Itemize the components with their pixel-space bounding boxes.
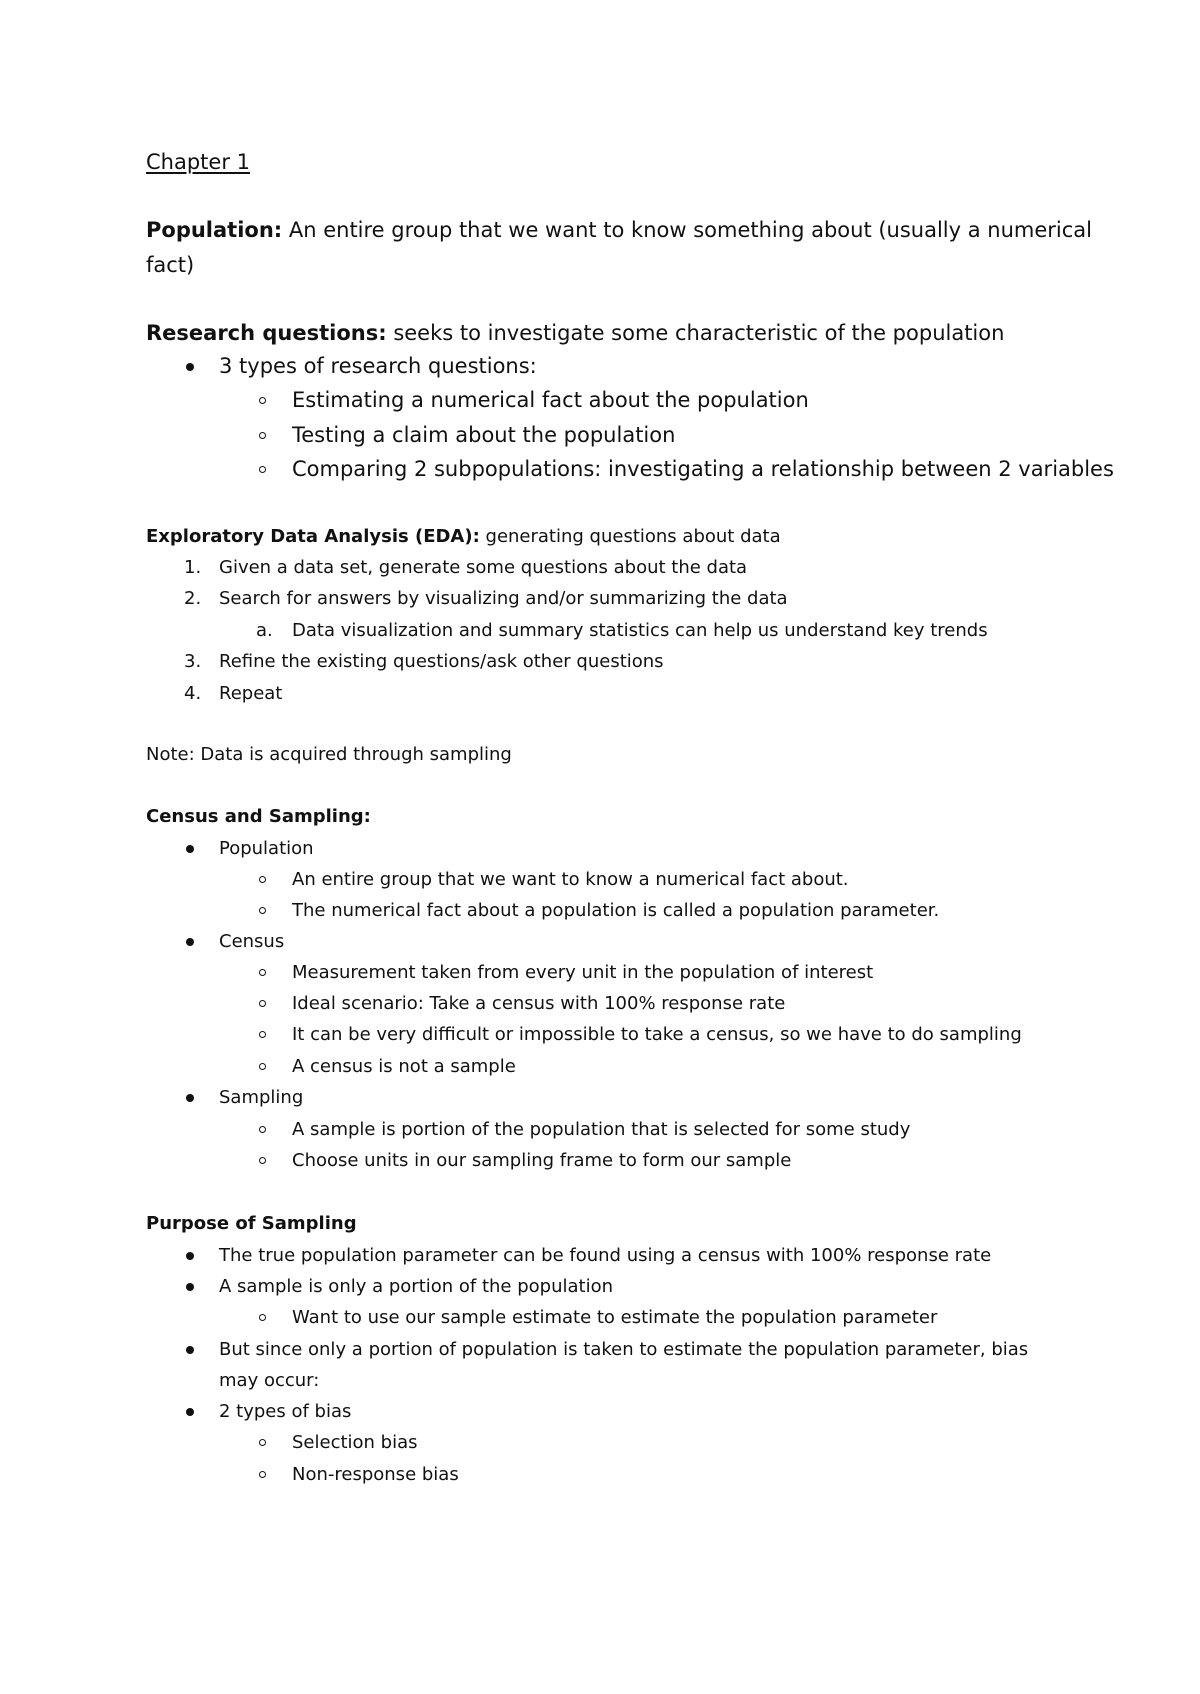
census-item: Measurement taken from every unit in the population of interest [292,962,874,983]
research-questions-definition [146,323,1004,344]
bullet-ring-icon [259,969,266,976]
eda-step: Search for answers by visualizing and/or summarizing the data [219,588,788,609]
research-question-item: Comparing 2 subpopulations: investigating a relationship between 2 variables [292,457,1114,481]
chapter-title: Chapter 1 [146,150,250,174]
bullet-ring-icon [259,466,266,473]
census-item: Ideal scenario: Take a census with 100% response rate [292,993,786,1014]
bias-type: Selection bias [292,1432,418,1453]
research-question-item: Estimating a numerical fact about the population [292,388,809,412]
bullet-ring-icon [259,1314,266,1321]
research-questions-bullet: 3 types of research questions: [219,354,537,378]
population-definition-continued: fact) [146,253,195,277]
research-question-item: Testing a claim about the population [292,423,676,447]
population-item: The numerical fact about a population is called a population parameter. [292,900,940,921]
list-letter: a. [256,620,273,641]
population-term: Population: [146,218,283,242]
bullet-dot-icon [186,1094,194,1102]
census-label: Census [219,931,285,952]
census-item: A census is not a sample [292,1056,516,1077]
bullet-ring-icon [259,1031,266,1038]
purpose-item: The true population parameter can be found using a census with 100% response rate [219,1245,992,1266]
purpose-item: 2 types of bias [219,1401,352,1422]
bullet-ring-icon [259,1439,266,1446]
sampling-item: A sample is portion of the population that is selected for some study [292,1119,911,1140]
research-questions-term: Research questions: [146,321,387,345]
bullet-ring-icon [259,1471,266,1478]
bullet-dot-icon [186,1283,194,1291]
list-number: 3. [184,651,202,672]
purpose-heading: Purpose of Sampling [146,1213,357,1234]
eda-definition-text: generating questions about data [479,526,781,547]
bias-type: Non-response bias [292,1464,459,1485]
purpose-item-continued: may occur: [219,1370,320,1391]
bullet-ring-icon [259,1000,266,1007]
list-number: 1. [184,557,202,578]
eda-step: Refine the existing questions/ask other questions [219,651,664,672]
population-definition [146,220,1092,241]
sampling-item: Choose units in our sampling frame to form our sample [292,1150,792,1171]
bullet-ring-icon [259,397,266,404]
research-questions-text: seeks to investigate some characteristic of the population [386,321,1005,345]
bullet-ring-icon [259,1157,266,1164]
bullet-dot-icon [186,1346,194,1354]
bullet-ring-icon [259,1126,266,1133]
bullet-ring-icon [259,907,266,914]
purpose-item: But since only a portion of population is taken to estimate the population parameter, bias [219,1339,1029,1360]
eda-step: Repeat [219,683,283,704]
census-item: It can be very difficult or impossible to take a census, so we have to do sampling [292,1024,1022,1045]
census-population-label: Population [219,838,314,859]
population-definition-text: An entire group that we want to know something about (usually a numerical [282,218,1092,242]
bullet-ring-icon [259,432,266,439]
sampling-label: Sampling [219,1087,304,1108]
purpose-item: A sample is only a portion of the population [219,1276,614,1297]
bullet-dot-icon [186,1252,194,1260]
bullet-ring-icon [259,1063,266,1070]
eda-step: Given a data set, generate some questions about the data [219,557,748,578]
list-number: 4. [184,683,202,704]
census-sampling-heading: Census and Sampling: [146,806,371,827]
bullet-ring-icon [259,876,266,883]
purpose-subitem: Want to use our sample estimate to estimate the population parameter [292,1307,938,1328]
note-text: Note: Data is acquired through sampling [146,744,512,765]
list-number: 2. [184,588,202,609]
bullet-dot-icon [186,845,194,853]
eda-term: Exploratory Data Analysis (EDA): [146,526,480,547]
bullet-dot-icon [186,363,194,371]
eda-substep: Data visualization and summary statistics can help us understand key trends [292,620,988,641]
bullet-dot-icon [186,938,194,946]
eda-definition [146,528,781,546]
bullet-dot-icon [186,1408,194,1416]
population-item: An entire group that we want to know a numerical fact about. [292,869,849,890]
